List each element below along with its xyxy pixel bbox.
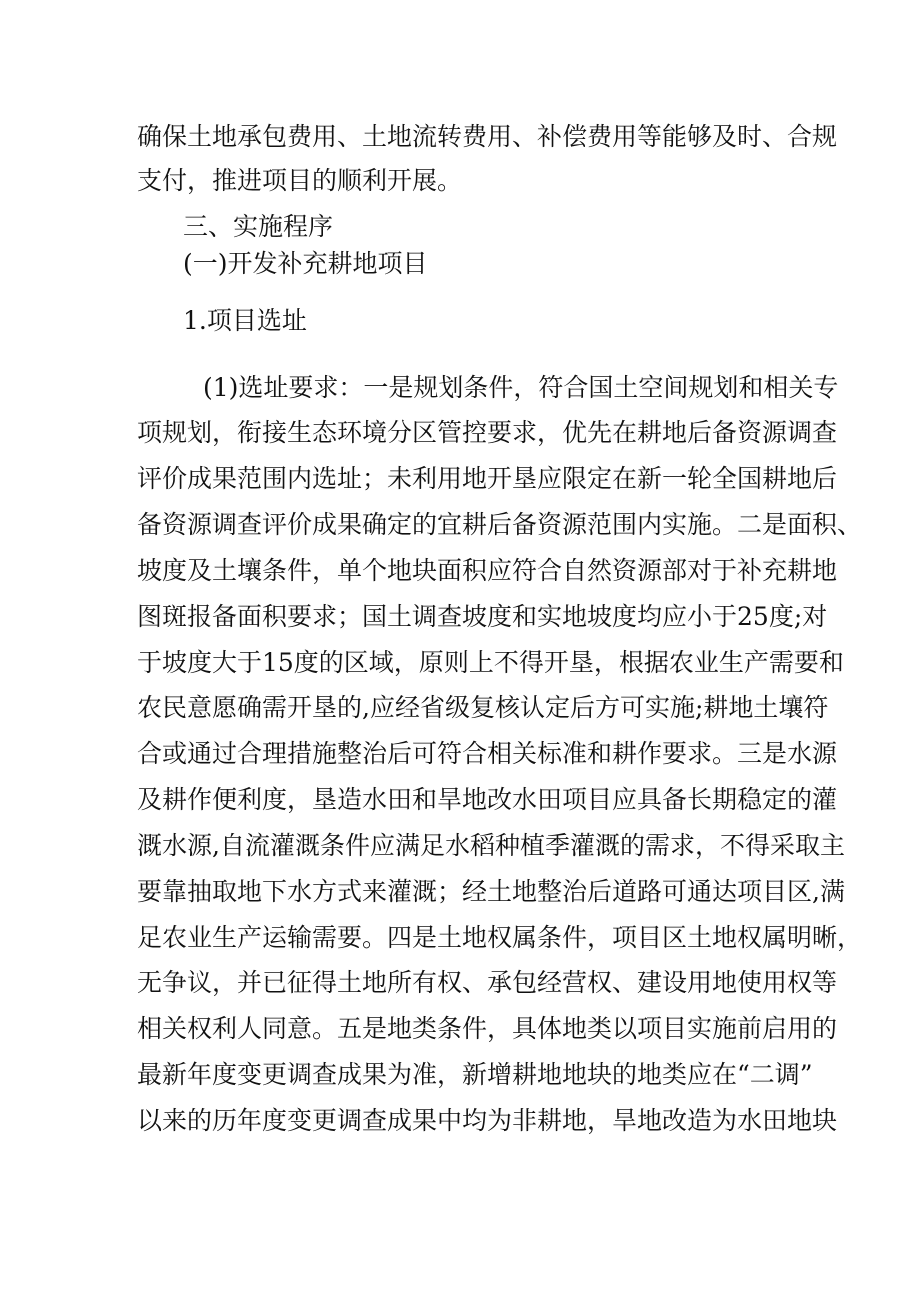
paragraph-line: 以来的历年度变更调查成果中均为非耕地，旱地改造为水田地块 bbox=[137, 1106, 838, 1135]
paragraph-line: 无争议，并已征得土地所有权、承包经营权、建设用地使用权等 bbox=[137, 968, 838, 997]
paragraph-line: 要靠抽取地下水方式来灌溉；经土地整治后道路可通达项目区,满 bbox=[137, 877, 845, 906]
paragraph-line: 项规划，衔接生态环境分区管控要求，优先在耕地后备资源调查 bbox=[137, 418, 838, 447]
paragraph-line: 支付，推进项目的顺利开展。 bbox=[137, 166, 463, 195]
paragraph-line: 及耕作便利度，垦造水田和旱地改水田项目应具备长期稳定的灌 bbox=[137, 785, 838, 814]
subsection-heading: (一)开发补充耕地项目 bbox=[183, 249, 428, 278]
item-heading: 1.项目选址 bbox=[183, 306, 307, 335]
paragraph-line: 于坡度大于15度的区域，原则上不得开垦，根据农业生产需要和 bbox=[137, 648, 844, 677]
paragraph-line: 相关权利人同意。五是地类条件，具体地类以项目实施前启用的 bbox=[137, 1014, 838, 1043]
section-heading: 三、实施程序 bbox=[183, 212, 334, 241]
paragraph-line: 最新年度变更调查成果为准，新增耕地地块的地类应在“二调” bbox=[137, 1060, 813, 1089]
paragraph-line: 农民意愿确需开垦的,应经省级复核认定后方可实施;耕地土壤符 bbox=[137, 693, 829, 722]
paragraph-line: 确保土地承包费用、土地流转费用、补偿费用等能够及时、合规 bbox=[137, 122, 838, 151]
paragraph-line: 足农业生产运输需要。四是土地权属条件，项目区土地权属明晰， bbox=[137, 923, 863, 952]
paragraph-line: 评价成果范围内选址；未利用地开垦应限定在新一轮全国耕地后 bbox=[137, 464, 838, 493]
paragraph-line: 溉水源,自流灌溉条件应满足水稻种植季灌溉的需求，不得采取主 bbox=[137, 831, 845, 860]
paragraph-line: 坡度及土壤条件，单个地块面积应符合自然资源部对于补充耕地 bbox=[137, 556, 838, 585]
paragraph-line: 备资源调查评价成果确定的宜耕后备资源范围内实施。二是面积、 bbox=[137, 510, 863, 539]
paragraph-line: 合或通过合理措施整治后可符合相关标准和耕作要求。三是水源 bbox=[137, 739, 838, 768]
paragraph-line: 图斑报备面积要求；国土调查坡度和实地坡度均应小于25度;对 bbox=[137, 602, 828, 631]
paragraph-line: (1)选址要求：一是规划条件，符合国土空间规划和相关专 bbox=[203, 373, 839, 402]
